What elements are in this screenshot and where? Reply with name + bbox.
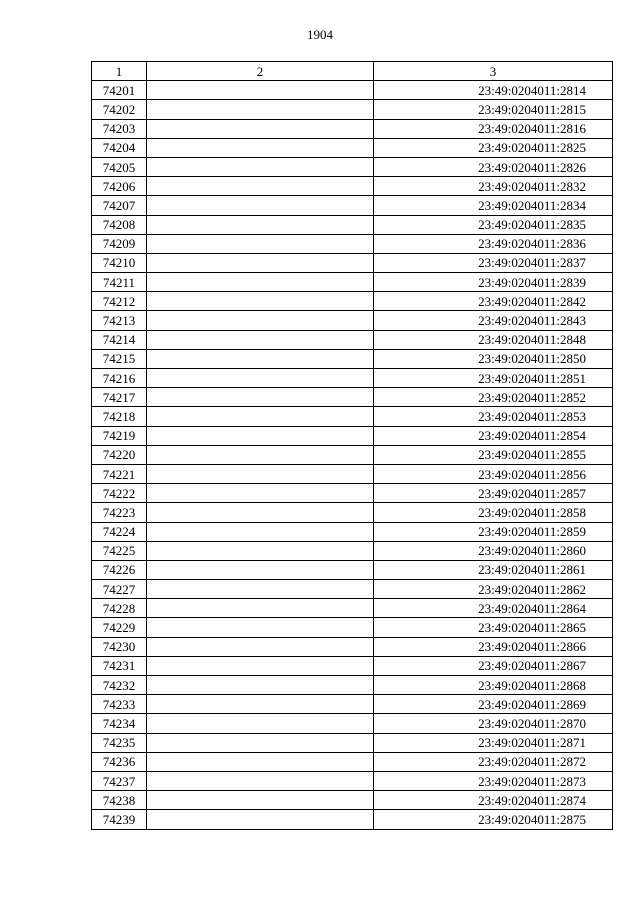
cadastral-number-cell: 23:49:0204011:2859	[374, 522, 613, 541]
table-row	[92, 388, 613, 407]
table-row	[92, 445, 613, 464]
row-number-cell: 74205	[92, 157, 147, 176]
row-number-cell: 74206	[92, 177, 147, 196]
row-description-cell	[147, 292, 374, 311]
table-row	[92, 733, 613, 752]
table-row	[92, 656, 613, 675]
row-description-cell	[147, 273, 374, 292]
cadastral-number-cell: 23:49:0204011:2857	[374, 484, 613, 503]
table-row	[92, 426, 613, 445]
header-col-3: 3	[374, 62, 613, 81]
row-description-cell	[147, 253, 374, 272]
row-description-cell	[147, 426, 374, 445]
cadastral-number-cell: 23:49:0204011:2814	[374, 81, 613, 100]
row-number-cell: 74212	[92, 292, 147, 311]
table-row	[92, 695, 613, 714]
row-description-cell	[147, 311, 374, 330]
row-number-cell: 74235	[92, 733, 147, 752]
table-row	[92, 522, 613, 541]
table-row	[92, 273, 613, 292]
row-number-cell: 74233	[92, 695, 147, 714]
row-description-cell	[147, 522, 374, 541]
row-description-cell	[147, 503, 374, 522]
row-number-cell: 74207	[92, 196, 147, 215]
table-row	[92, 484, 613, 503]
table-row	[92, 292, 613, 311]
row-description-cell	[147, 196, 374, 215]
row-description-cell	[147, 81, 374, 100]
registry-table	[91, 61, 613, 830]
table-row	[92, 81, 613, 100]
table-row	[92, 771, 613, 790]
table-row	[92, 503, 613, 522]
table-row	[92, 714, 613, 733]
row-description-cell	[147, 714, 374, 733]
row-number-cell: 74204	[92, 138, 147, 157]
row-description-cell	[147, 388, 374, 407]
cadastral-number-cell: 23:49:0204011:2816	[374, 119, 613, 138]
table-row	[92, 196, 613, 215]
row-number-cell: 74228	[92, 599, 147, 618]
row-description-cell	[147, 810, 374, 829]
table-row	[92, 253, 613, 272]
cadastral-number-cell: 23:49:0204011:2832	[374, 177, 613, 196]
row-description-cell	[147, 157, 374, 176]
row-description-cell	[147, 234, 374, 253]
cadastral-number-cell: 23:49:0204011:2867	[374, 656, 613, 675]
row-number-cell: 74213	[92, 311, 147, 330]
row-number-cell: 74214	[92, 330, 147, 349]
cadastral-number-cell: 23:49:0204011:2852	[374, 388, 613, 407]
table-row	[92, 119, 613, 138]
table-row	[92, 580, 613, 599]
cadastral-number-cell: 23:49:0204011:2842	[374, 292, 613, 311]
row-description-cell	[147, 464, 374, 483]
row-description-cell	[147, 541, 374, 560]
row-description-cell	[147, 676, 374, 695]
cadastral-number-cell: 23:49:0204011:2861	[374, 560, 613, 579]
cadastral-number-cell: 23:49:0204011:2874	[374, 791, 613, 810]
row-description-cell	[147, 791, 374, 810]
cadastral-number-cell: 23:49:0204011:2843	[374, 311, 613, 330]
header-row	[92, 62, 613, 81]
cadastral-number-cell: 23:49:0204011:2858	[374, 503, 613, 522]
row-number-cell: 74227	[92, 580, 147, 599]
table-row	[92, 369, 613, 388]
row-number-cell: 74208	[92, 215, 147, 234]
table-row	[92, 138, 613, 157]
table-row	[92, 177, 613, 196]
row-number-cell: 74218	[92, 407, 147, 426]
row-number-cell: 74223	[92, 503, 147, 522]
row-number-cell: 74238	[92, 791, 147, 810]
table-row	[92, 599, 613, 618]
row-description-cell	[147, 752, 374, 771]
cadastral-number-cell: 23:49:0204011:2834	[374, 196, 613, 215]
table-row	[92, 752, 613, 771]
row-number-cell: 74202	[92, 100, 147, 119]
table-row	[92, 464, 613, 483]
cadastral-number-cell: 23:49:0204011:2848	[374, 330, 613, 349]
table-row	[92, 541, 613, 560]
row-number-cell: 74217	[92, 388, 147, 407]
cadastral-number-cell: 23:49:0204011:2866	[374, 637, 613, 656]
cadastral-number-cell: 23:49:0204011:2850	[374, 349, 613, 368]
row-description-cell	[147, 695, 374, 714]
cadastral-number-cell: 23:49:0204011:2864	[374, 599, 613, 618]
cadastral-number-cell: 23:49:0204011:2853	[374, 407, 613, 426]
cadastral-number-cell: 23:49:0204011:2836	[374, 234, 613, 253]
row-description-cell	[147, 100, 374, 119]
row-number-cell: 74216	[92, 369, 147, 388]
table-row	[92, 234, 613, 253]
row-description-cell	[147, 445, 374, 464]
cadastral-number-cell: 23:49:0204011:2860	[374, 541, 613, 560]
cadastral-number-cell: 23:49:0204011:2873	[374, 771, 613, 790]
table-header	[92, 62, 613, 81]
table-row	[92, 560, 613, 579]
row-number-cell: 74234	[92, 714, 147, 733]
row-number-cell: 74222	[92, 484, 147, 503]
row-number-cell: 74237	[92, 771, 147, 790]
row-description-cell	[147, 599, 374, 618]
row-number-cell: 74219	[92, 426, 147, 445]
row-number-cell: 74210	[92, 253, 147, 272]
cadastral-number-cell: 23:49:0204011:2815	[374, 100, 613, 119]
cadastral-number-cell: 23:49:0204011:2826	[374, 157, 613, 176]
row-number-cell: 74224	[92, 522, 147, 541]
row-description-cell	[147, 349, 374, 368]
cadastral-number-cell: 23:49:0204011:2856	[374, 464, 613, 483]
cadastral-number-cell: 23:49:0204011:2835	[374, 215, 613, 234]
row-description-cell	[147, 369, 374, 388]
row-description-cell	[147, 138, 374, 157]
table-body	[92, 81, 613, 829]
header-col-1: 1	[92, 62, 147, 81]
table-row	[92, 330, 613, 349]
table-row	[92, 100, 613, 119]
row-number-cell: 74231	[92, 656, 147, 675]
table-row	[92, 637, 613, 656]
table-row	[92, 676, 613, 695]
cadastral-number-cell: 23:49:0204011:2839	[374, 273, 613, 292]
cadastral-number-cell: 23:49:0204011:2872	[374, 752, 613, 771]
row-number-cell: 74220	[92, 445, 147, 464]
row-number-cell: 74203	[92, 119, 147, 138]
cadastral-number-cell: 23:49:0204011:2825	[374, 138, 613, 157]
cadastral-number-cell: 23:49:0204011:2869	[374, 695, 613, 714]
cadastral-number-cell: 23:49:0204011:2851	[374, 369, 613, 388]
row-description-cell	[147, 215, 374, 234]
row-description-cell	[147, 407, 374, 426]
cadastral-number-cell: 23:49:0204011:2875	[374, 810, 613, 829]
row-number-cell: 74232	[92, 676, 147, 695]
row-number-cell: 74215	[92, 349, 147, 368]
cadastral-number-cell: 23:49:0204011:2862	[374, 580, 613, 599]
row-number-cell: 74201	[92, 81, 147, 100]
page-number: 1904	[307, 27, 333, 42]
row-description-cell	[147, 580, 374, 599]
row-number-cell: 74239	[92, 810, 147, 829]
row-description-cell	[147, 119, 374, 138]
row-number-cell: 74221	[92, 464, 147, 483]
row-number-cell: 74226	[92, 560, 147, 579]
row-description-cell	[147, 618, 374, 637]
cadastral-number-cell: 23:49:0204011:2837	[374, 253, 613, 272]
row-number-cell: 74225	[92, 541, 147, 560]
row-description-cell	[147, 733, 374, 752]
cadastral-number-cell: 23:49:0204011:2871	[374, 733, 613, 752]
row-description-cell	[147, 177, 374, 196]
row-description-cell	[147, 484, 374, 503]
table-row	[92, 311, 613, 330]
row-number-cell: 74209	[92, 234, 147, 253]
table-row	[92, 810, 613, 829]
table-row	[92, 215, 613, 234]
row-description-cell	[147, 330, 374, 349]
cadastral-number-cell: 23:49:0204011:2865	[374, 618, 613, 637]
table-row	[92, 407, 613, 426]
row-description-cell	[147, 560, 374, 579]
row-description-cell	[147, 771, 374, 790]
row-description-cell	[147, 656, 374, 675]
row-number-cell: 74229	[92, 618, 147, 637]
table-row	[92, 349, 613, 368]
cadastral-number-cell: 23:49:0204011:2854	[374, 426, 613, 445]
row-number-cell: 74236	[92, 752, 147, 771]
row-number-cell: 74230	[92, 637, 147, 656]
cadastral-number-cell: 23:49:0204011:2870	[374, 714, 613, 733]
row-description-cell	[147, 637, 374, 656]
table-row	[92, 157, 613, 176]
cadastral-number-cell: 23:49:0204011:2868	[374, 676, 613, 695]
cadastral-number-cell: 23:49:0204011:2855	[374, 445, 613, 464]
header-col-2: 2	[147, 62, 374, 81]
row-number-cell: 74211	[92, 273, 147, 292]
table-row	[92, 618, 613, 637]
table-row	[92, 791, 613, 810]
